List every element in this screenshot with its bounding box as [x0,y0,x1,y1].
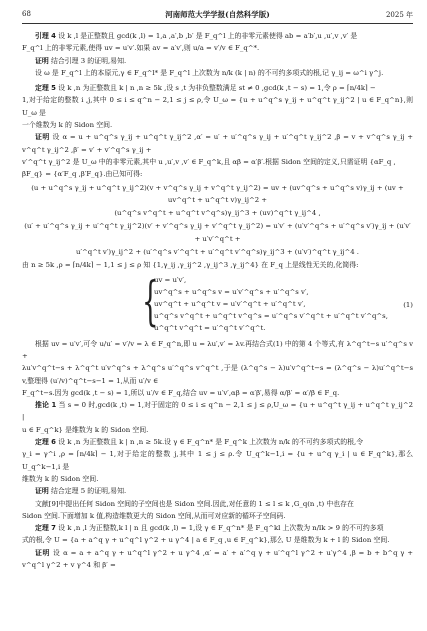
page-header [22,9,413,24]
proof-4 [22,547,413,572]
corollary-1-label: 推论 1 [35,401,57,410]
proof-1-text: 结合引理 3 的证明,易知. [50,56,127,65]
lemma-4-label: 引理 4 [35,32,56,40]
proof-4-line-1: 设 α = a + a^q γ + u^q^l γ^2 + u γ^4 ,α′ = a′ + a′^q γ + u′^q^l γ^2 + u′γ^4 ,β = b + b^q γ + v^q^l γ^2 + v γ^4 和 β′ = [22,548,413,569]
proof-3-label: 证明 [35,487,49,496]
proof-2-line-3: βF_q} = {α′F_q ,β′F_q}.由已知可得: [22,170,143,179]
equation-number: (1) [403,300,413,309]
corollary-1 [22,399,413,424]
proof-2 [22,131,413,156]
theorem-6-line-2: γ_i = γ^i ,ρ = ⌈n/4k⌉ − 1,对于给定的整数 j,其中 1 ≤ j ≤ ρ.令 U_q^k−1,i = {u + u^q γ_i | u ∈ F_q^k},那么 U_q^k−1,i 是 [22,450,413,471]
proof-1 [22,55,413,67]
case-line: u^q^s v^q^t + u^q^t v^q^s = u′^q^s v′^q^t + u′^q^t v′^q^s, [154,312,388,321]
proof-1-label: 证明 [35,56,49,65]
equation-1a: (u + u^q^s γ_ij + u^q^t γ_ij^2)(v + v^q^s γ_ij + v^q^t γ_ij^2) = uv + (uv^q^s + u^q^s v)γ_ij + (uv + uv^q^t + u^q^t v)γ_ij^2 + [31,183,404,204]
basis-line: 由 n ≥ 5k ,ρ = ⌈n/4k⌉ − 1,1 ≤ j ≤ ρ 知 {1,γ_ij ,γ_ij^2 ,γ_ij^3 ,γ_ij^4} 在 F_q 上是线性无关的,化简得: [22,261,359,270]
lemma-4-line-2: F_q^l 上的非零元素,使得 uv = u′v′.如果 av = a′v′,则 u/a = v′/v ∈ F_q^*. [22,44,260,53]
after-line-1: 根据 uv = u′v′,可令 u/u′ = v′/v = λ ∈ F_q^n,即 u = λu′,v′ = λv.再结合式(1) 中的第 4 个等式,有 λ^q^t−s u′^q^s v + [22,339,413,360]
case-line: uv^q^t + u^q^t v = u′v′^q^t + u′^q^t v′, [154,300,306,309]
proof-2-line-1: 设 α = u + u^q^s γ_ij + u^q^t γ_ij^2 ,α′ = u′ + u′^q^s γ_ij + u′^q^t γ_ij^2 ,β = v + v^q^s γ_ij + v^q^t γ_ij^2 ,β′ = v′ + v′^q^s γ_ij + [22,133,413,154]
theorem-5-line-1: 设 k ,n 为正整数且 k | n ,n ≥ 5k ,设 s ,t 为非负整数满足 st ≠ 0 ,gcd(k ,t − s) = 1,令 ρ = ⌈n/4k⌉ − [58,84,376,93]
theorem-5 [22,82,413,94]
proof-2-line-2: v′^q^t γ_ij^2 是 U_ω 中的非零元素,其中 u ,u′,v ,v′ ∈ F_q^k,且 αβ = α′β′.根据 Sidon 空间的定义,只需证明 {αF_q , [22,157,396,166]
paragraph-line-1: 文献[9]中提出任何 Sidon 空间的子空间也是 Sidon 空间.因此,对任意的 1 ≤ l ≤ k ,G_q(n ,t) 中也存在 [35,499,354,508]
theorem-6-label: 定理 6 [35,438,56,447]
publication-year: 2025 年 [385,11,413,19]
theorem-7-label: 定理 7 [35,524,56,533]
theorem-6-line-3: 维数为 k 的 Sidon 空间. [22,474,99,483]
proof-3 [22,485,413,497]
theorem-5-line-2: 1,对于给定的整数 i ,j,其中 0 ≤ i ≤ q^n − 2,1 ≤ j ≤ ρ,令 U_ω = {u + u^q^s γ_ij + u^q^t γ_ij^2 | u ∈ F_q^n},则 U_ω 是 [22,96,413,117]
equation-2a: (u′ + u′^q^s γ_ij + u′^q^t γ_ij^2)(v′ + v′^q^s γ_ij + v′^q^t γ_ij^2) = u′v′ + (u′v′^q^s + u′^q^s v′)γ_ij + (u′v′ + u′v′^q^t + [24,222,411,243]
theorem-6 [22,436,413,448]
equation-2b: u′^q^t v′)γ_ij^2 + (u′^q^s v′^q^t + u′^q^t v′^q^s)γ_ij^3 + (u′v′)^q^t γ_ij^4 . [76,248,359,257]
lemma-4 [22,30,413,42]
proof-4-label: 证明 [35,548,51,557]
case-line: uv^q^s + u^q^s v = u′v′^q^s + u′^q^s v′, [154,287,309,296]
paragraph-line-2: Sidon 空间.下面增加 k 值,构造维数更大的 Sidon 空间,从而可对应新的循环子空间码. [22,511,286,520]
after-line-2: λu′v^q^t−s + λ^q^t u′v^q^s + λ^q^s u′^q^s v^q^t ,于是 (λ^q^s − λ)u′v^q^t−s = (λ^q^s − λ)u′^q^t−s v,整理得 (u′/v)^q^t−s−1 = 1,从而 u′/v ∈ [22,364,413,385]
proof-3-text: 结合定理 5 的证明,易知. [50,487,127,496]
lemma-4-line-1: 设 k ,l 是正整数且 gcd(k ,l) = 1,a ,a′,b ,b′ 是 F_q^l 上的非零元素使得 ab = a′b′,u ,u′,v ,v′ 是 [58,32,358,40]
proof-2-label: 证明 [35,133,50,142]
page-number: 68 [22,10,31,18]
corollary-1-line-1: 当 s = 0 时,gcd(k ,t) = 1,对于固定的 0 ≤ i ≤ q^n − 2,1 ≤ j ≤ ρ,U_ω = {u + u^q^t γ_ij + u^q^t γ_ij^2 | [22,401,413,422]
theorem-5-line-3: 一个维数为 k 的 Sidon 空间. [22,121,113,130]
case-line: u^q^t v^q^t = u′^q^t v′^q^t. [154,324,266,333]
equation-cases [154,274,388,335]
theorem-5-label: 定理 5 [35,84,56,93]
page-body [22,30,413,571]
after-line-3: F_q^t−s.因为 gcd(k ,t − s) = 1,所以 u′/v ∈ F_q,结合 uv = u′v′,αβ = α′β′,易得 α/β′ = α′/β ∈ F_q. [22,388,340,397]
case-line: uv = u′v′, [154,275,187,284]
theorem-6-line-1: 设 k ,n 为正整数且 k | n ,n ≥ 5k.设 γ ∈ F_q^n* 是 F_q^k 上次数为 n/k 的不可约多项式的根,令 [58,438,364,447]
journal-title: 河南师范大学学报(自然科学版) [165,10,270,19]
corollary-1-line-2: u ∈ F_q^k} 是维数为 k 的 Sidon 空间. [22,425,149,434]
theorem-7-line-2: 式的根,令 U = {a + a^q γ + u^q^l γ^2 + u γ^4 | a ∈ F_q ,u ∈ F_q^k},那么 U 是维数为 k + l 的 Sidon 空间. [22,536,390,545]
theorem-7 [22,522,413,534]
left-brace: { [142,271,159,332]
equation-1b: (u^q^s v^q^t + u^q^t v^q^s)γ_ij^3 + (uv)^q^t γ_ij^4 , [114,209,321,218]
equation-system [22,271,413,336]
theorem-7-line-1: 设 k ,n ,l 为正整数,k l | n 且 gcd(k ,l) = 1,设 γ ∈ F_q^n* 是 F_q^kl 上次数为 n/lk > 9 的不可约多项 [58,524,384,533]
definition-line: 设 ω 是 F_q^l 上的本原元,γ ∈ F_q^l* 是 F_q^l 上次数为 n/k (k | n) 的不可约多项式的根,记 γ_ij = ω^i γ^j. [35,68,384,77]
